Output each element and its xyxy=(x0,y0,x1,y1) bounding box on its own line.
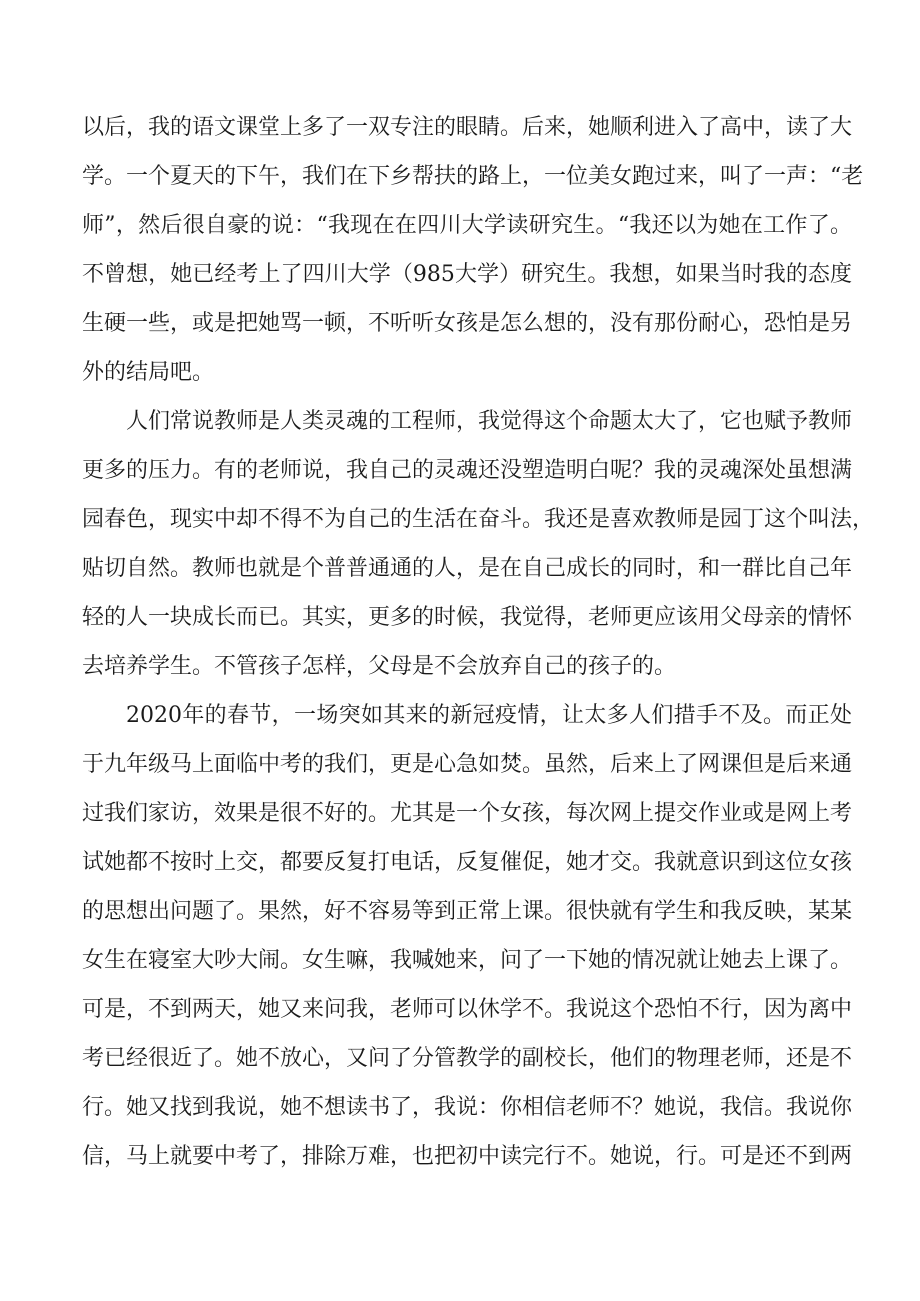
text-line: 贴切自然。教师也就是个普普通通的人，是在自己成长的同时，和一群比自己年 xyxy=(82,556,853,581)
text-line: 考已经很近了。她不放心，又问了分管教学的副校长，他们的物理老师，还是不 xyxy=(82,1046,853,1071)
text-line: 学。一个夏天的下午，我们在下乡帮扶的路上，一位美女跑过来，叫了一声：“老 xyxy=(82,164,864,189)
text-line: 园春色，现实中却不得不为自己的生活在奋斗。我还是喜欢教师是园丁这个叫法， xyxy=(82,507,875,532)
text-line: 过我们家访，效果是很不好的。尤其是一个女孩，每次网上提交作业或是网上考 xyxy=(82,801,853,826)
text-line: 试她都不按时上交，都要反复打电话，反复催促，她才交。我就意识到这位女孩 xyxy=(82,850,853,875)
text-line: 外的结局吧。 xyxy=(82,360,215,385)
text-line: 于九年级马上面临中考的我们，更是心急如焚。虽然，后来上了网课但是后来通 xyxy=(82,752,853,777)
text-line: 更多的压力。有的老师说，我自己的灵魂还没塑造明白呢？我的灵魂深处虽想满 xyxy=(82,458,853,483)
text-line: 去培养学生。不管孩子怎样，父母是不会放弃自己的孩子的。 xyxy=(82,654,677,679)
text-line: 的思想出问题了。果然，好不容易等到正常上课。很快就有学生和我反映，某某 xyxy=(82,899,853,924)
text-line: 轻的人一块成长而已。其实，更多的时候，我觉得，老师更应该用父母亲的情怀 xyxy=(82,605,853,630)
text-line: 以后，我的语文课堂上多了一双专注的眼睛。后来，她顺利进入了高中，读了大 xyxy=(82,115,853,140)
text-line: 可是，不到两天，她又来问我，老师可以休学不。我说这个恐怕不行，因为离中 xyxy=(82,997,853,1022)
text-line: 行。她又找到我说，她不想读书了，我说：你相信老师不？她说，我信。我说你 xyxy=(82,1095,853,1120)
text-line: 师”，然后很自豪的说：“我现在在四川大学读研究生。“我还以为她在工作了。 xyxy=(82,213,852,238)
text-line: 2020年的春节，一场突如其来的新冠疫情，让太多人们措手不及。而正处 xyxy=(126,703,852,728)
text-line: 女生在寝室大吵大闹。女生嘛，我喊她来，问了一下她的情况就让她去上课了。 xyxy=(82,948,853,973)
text-line: 人们常说教师是人类灵魂的工程师，我觉得这个命题太大了，它也赋予教师 xyxy=(126,409,853,434)
text-line: 不曾想，她已经考上了四川大学（985大学）研究生。我想，如果当时我的态度 xyxy=(82,262,852,287)
text-line: 信，马上就要中考了，排除万难，也把初中读完行不。她说，行。可是还不到两 xyxy=(82,1144,853,1169)
text-line: 生硬一些，或是把她骂一顿，不听听女孩是怎么想的，没有那份耐心，恐怕是另 xyxy=(82,311,853,336)
